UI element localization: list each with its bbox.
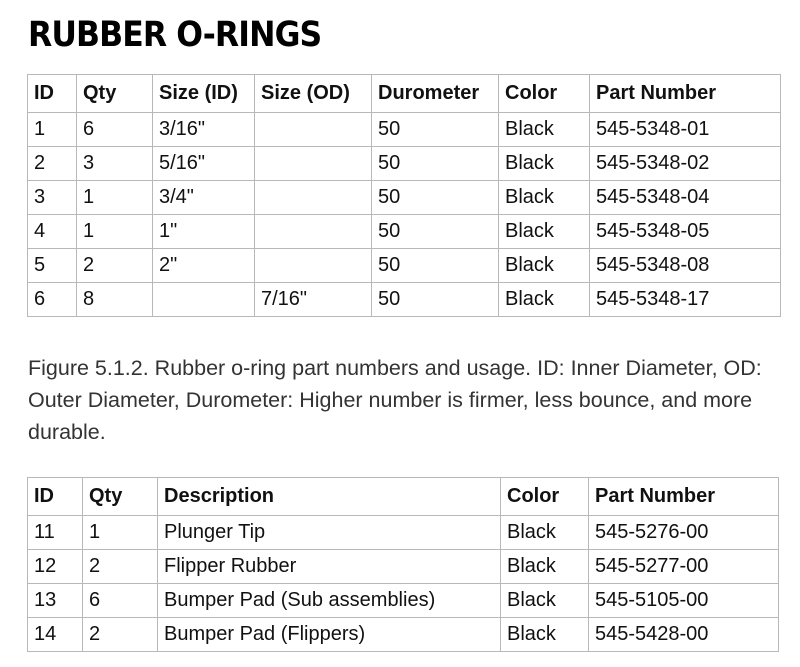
cell-size-id: 3/4" [153,181,255,215]
cell-qty: 1 [77,181,153,215]
column-header-qty: Qty [77,75,153,113]
cell-durometer: 50 [372,283,499,317]
cell-id: 4 [28,215,77,249]
cell-part-number: 545-5277-00 [589,550,779,584]
cell-color: Black [501,618,589,652]
table-row [28,215,781,249]
cell-size-od [255,249,372,283]
table-row [28,181,781,215]
table-row [28,618,779,652]
column-header-part-number: Part Number [589,478,779,516]
cell-part-number: 545-5348-02 [590,147,781,181]
o-ring-table [27,74,781,317]
cell-part-number: 545-5428-00 [589,618,779,652]
cell-part-number: 545-5348-17 [590,283,781,317]
figure-caption: Figure 5.1.2. Rubber o-ring part numbers and usage. ID: Inner Diameter, OD: Outer Diameter, Durometer: Higher number is firmer, less bounce, and more durable. [28,356,762,444]
cell-id: 3 [28,181,77,215]
cell-size-od [255,181,372,215]
cell-description: Bumper Pad (Flippers) [158,618,501,652]
cell-id: 2 [28,147,77,181]
cell-id: 5 [28,249,77,283]
cell-description: Bumper Pad (Sub assemblies) [158,584,501,618]
cell-size-id: 2" [153,249,255,283]
cell-part-number: 545-5348-08 [590,249,781,283]
column-header-part-number: Part Number [590,75,781,113]
column-header-durometer: Durometer [372,75,499,113]
cell-size-id: 5/16" [153,147,255,181]
cell-color: Black [501,516,589,550]
cell-qty: 1 [83,516,158,550]
column-header-id: ID [28,478,83,516]
table-row [28,147,781,181]
cell-qty: 2 [83,550,158,584]
table-row [28,249,781,283]
cell-durometer: 50 [372,113,499,147]
column-header-qty: Qty [83,478,158,516]
cell-color: Black [501,550,589,584]
cell-description: Flipper Rubber [158,550,501,584]
cell-description: Plunger Tip [158,516,501,550]
cell-durometer: 50 [372,181,499,215]
table-header-row [28,75,781,113]
cell-color: Black [499,147,590,181]
cell-qty: 2 [83,618,158,652]
cell-size-id: 3/16" [153,113,255,147]
cell-durometer: 50 [372,147,499,181]
cell-qty: 6 [83,584,158,618]
cell-id: 11 [28,516,83,550]
cell-durometer: 50 [372,249,499,283]
cell-size-id: 1" [153,215,255,249]
cell-color: Black [499,113,590,147]
rubber-parts-table [27,477,779,652]
cell-qty: 6 [77,113,153,147]
page-title: RUBBER O-RINGS [28,15,322,55]
cell-size-od [255,147,372,181]
cell-part-number: 545-5348-04 [590,181,781,215]
cell-part-number: 545-5348-01 [590,113,781,147]
cell-id: 1 [28,113,77,147]
cell-id: 13 [28,584,83,618]
table-header-row [28,478,779,516]
cell-part-number: 545-5105-00 [589,584,779,618]
cell-qty: 3 [77,147,153,181]
column-header-size-id: Size (ID) [153,75,255,113]
cell-qty: 2 [77,249,153,283]
cell-id: 14 [28,618,83,652]
column-header-size-od: Size (OD) [255,75,372,113]
cell-size-id [153,283,255,317]
cell-size-od [255,113,372,147]
cell-size-od [255,215,372,249]
table-row [28,283,781,317]
table-row [28,113,781,147]
cell-part-number: 545-5348-05 [590,215,781,249]
table-row [28,584,779,618]
column-header-color: Color [499,75,590,113]
cell-color: Black [499,283,590,317]
cell-qty: 8 [77,283,153,317]
cell-part-number: 545-5276-00 [589,516,779,550]
table-row [28,516,779,550]
column-header-id: ID [28,75,77,113]
table-row [28,550,779,584]
cell-durometer: 50 [372,215,499,249]
cell-id: 12 [28,550,83,584]
cell-color: Black [499,181,590,215]
cell-id: 6 [28,283,77,317]
cell-color: Black [501,584,589,618]
column-header-color: Color [501,478,589,516]
cell-color: Black [499,249,590,283]
cell-color: Black [499,215,590,249]
cell-qty: 1 [77,215,153,249]
cell-size-od: 7/16" [255,283,372,317]
column-header-description: Description [158,478,501,516]
